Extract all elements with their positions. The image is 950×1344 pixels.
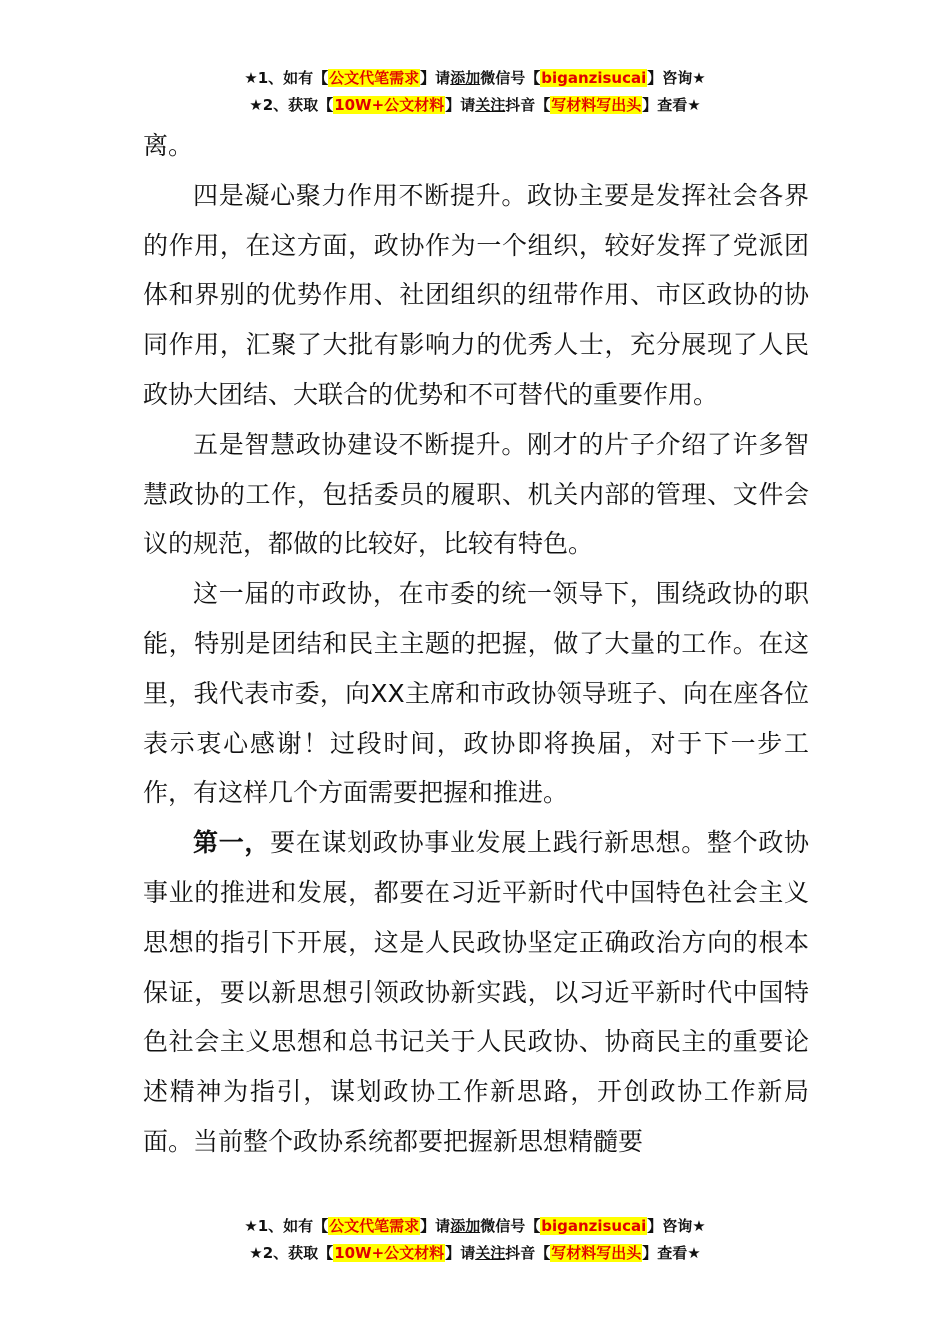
banner-text: ★2、获取【	[249, 1244, 334, 1262]
banner-text: 微信号【	[480, 1217, 541, 1235]
banner-text: 】查看★	[642, 96, 701, 114]
paragraph-point-five: 五是智慧政协建设不断提升。刚才的片子介绍了许多智慧政协的工作，包括委员的履职、机关内部的管理、文件会议的规范，都做的比较好，比较有特色。	[143, 429, 809, 559]
paragraph-thanks: 这一届的市政协，在市委的统一领导下，围绕政协的职能，特别是团结和民主主题的把握，做了大量的工作。在这里，我代表市委，向XX主席和市政协领导班子、向在座各位表示衷心感谢！过段时间，政协即将换届，对于下一步工作，有这样几个方面需要把握和推进。	[143, 579, 809, 808]
paragraph-first-task	[143, 818, 809, 1167]
highlight-wechat-id: biganzisucai	[541, 69, 647, 87]
paragraph-first-task-text: 要在谋划政协事业发展上践行新思想。整个政协事业的推进和发展，都要在习近平新时代中国特色社会主义思想的指引下开展，这是人民政协坚定正确政治方向的根本保证，要以新思想引领政协新实践，以习近平新时代中国特色社会主义思想和总书记关于人民政协、协商民主的重要论述精神为指引，谋划政协工作新思路，开创政协工作新局面。当前整个政协系统都要把握新思想精髓要	[143, 828, 809, 1156]
header-banner-line-2	[0, 92, 950, 119]
footer-banner	[0, 1213, 950, 1267]
highlight-materials: 10W+公文材料	[334, 96, 445, 114]
document-body	[143, 121, 809, 1167]
underlined-add: 添加	[450, 1217, 481, 1235]
highlight-service: 公文代笔需求	[329, 1217, 420, 1235]
header-banner	[0, 65, 950, 119]
banner-text: ★2、获取【	[249, 96, 334, 114]
highlight-douyin-account: 写材料写出头	[551, 96, 642, 114]
paragraph-point-four: 四是凝心聚力作用不断提升。政协主要是发挥社会各界的作用，在这方面，政协作为一个组织，较好发挥了党派团体和界别的优势作用、社团组织的纽带作用、市区政协的协同作用，汇聚了大批有影响力的优秀人士，充分展现了人民政协大团结、大联合的优势和不可替代的重要作用。	[143, 180, 809, 409]
footer-banner-line-2	[0, 1240, 950, 1267]
underlined-add: 添加	[450, 69, 481, 87]
banner-text: ★1、如有【	[244, 1217, 329, 1235]
banner-text: 】请	[420, 69, 451, 87]
banner-text: 】查看★	[642, 1244, 701, 1262]
banner-text: 抖音【	[505, 96, 551, 114]
paragraph-lead-first: 第一，	[193, 828, 271, 858]
footer-banner-line-1	[0, 1213, 950, 1240]
highlight-douyin-account: 写材料写出头	[551, 1244, 642, 1262]
banner-text: 】请	[420, 1217, 451, 1235]
banner-text: 抖音【	[505, 1244, 551, 1262]
banner-text: 】请	[445, 1244, 476, 1262]
banner-text: 】请	[445, 96, 476, 114]
highlight-service: 公文代笔需求	[329, 69, 420, 87]
banner-text: 微信号【	[480, 69, 541, 87]
highlight-materials: 10W+公文材料	[334, 1244, 445, 1262]
underlined-follow: 关注	[475, 96, 506, 114]
banner-text: ★1、如有【	[244, 69, 329, 87]
underlined-follow: 关注	[475, 1244, 506, 1262]
highlight-wechat-id: biganzisucai	[541, 1217, 647, 1235]
header-banner-line-1	[0, 65, 950, 92]
banner-text: 】咨询★	[647, 69, 706, 87]
paragraph-continuation: 离。	[143, 131, 194, 160]
banner-text: 】咨询★	[647, 1217, 706, 1235]
